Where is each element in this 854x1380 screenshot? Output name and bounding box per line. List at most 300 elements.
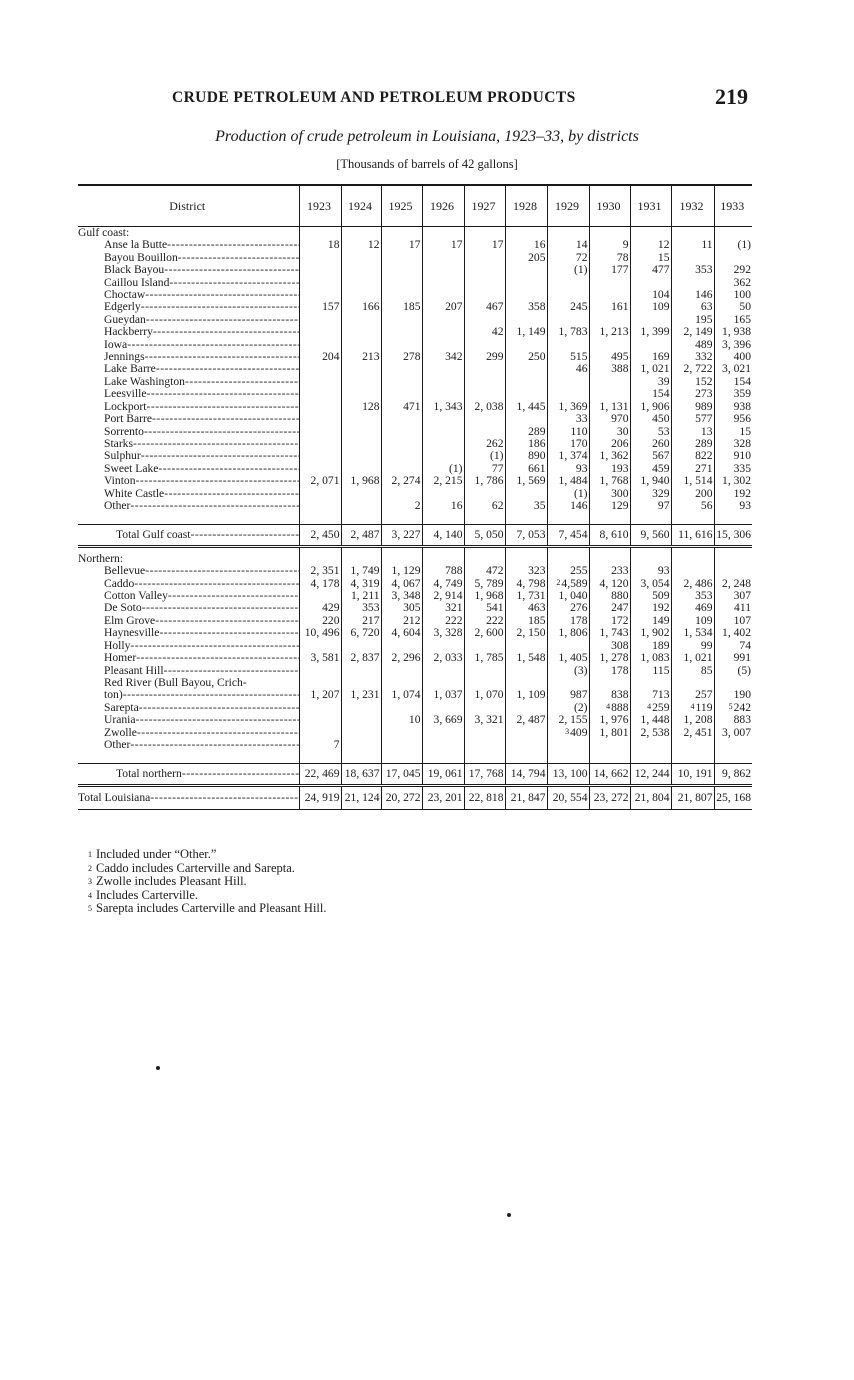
data-cell (464, 239, 505, 251)
table-row (78, 565, 752, 577)
data-cell (381, 627, 422, 639)
data-cell (714, 590, 752, 602)
row-label: Other ----- (104, 500, 130, 512)
cell-value: 10, 191 (677, 767, 713, 781)
cell-value: 109 (695, 614, 713, 627)
total-cell (589, 525, 630, 547)
data-cell (589, 388, 630, 400)
data-cell (589, 615, 630, 627)
total-cell (505, 525, 547, 547)
district-name (78, 239, 299, 251)
data-cell (464, 363, 505, 375)
data-cell (299, 615, 341, 627)
data-cell (505, 339, 547, 351)
district-name (78, 326, 299, 338)
data-cell (381, 488, 422, 500)
cell-value: 245 (570, 301, 588, 314)
page-number: 219 (715, 84, 748, 109)
cell-value: 18 (327, 239, 340, 252)
data-cell (341, 277, 381, 289)
table-row (78, 488, 752, 500)
cell-value: 1, 484 (558, 475, 588, 488)
row-label: Pleasant Hill ----- (104, 665, 164, 677)
footnote-number: 4 (88, 890, 92, 900)
data-cell (630, 351, 671, 363)
cell-value: 1, 938 (722, 326, 751, 339)
cell-value: 838 (611, 689, 629, 702)
cell-value: 1, 278 (599, 652, 629, 665)
data-cell (422, 727, 464, 739)
data-cell (589, 640, 630, 652)
total-cell (299, 525, 341, 547)
data-cell (422, 426, 464, 438)
data-cell (589, 401, 630, 413)
data-cell (547, 314, 589, 326)
empty-cell (547, 227, 589, 240)
cell-value: 8, 610 (599, 528, 629, 542)
row-label: Gueydan ----- (104, 314, 146, 326)
cell-value: 2, 722 (683, 363, 713, 376)
data-cell (422, 714, 464, 726)
cell-value: 169 (652, 351, 670, 364)
cell-value: 33 (575, 413, 588, 426)
footnote-marker: 3 (565, 726, 570, 736)
data-cell (505, 401, 547, 413)
cell-value: (2) (573, 701, 588, 714)
data-cell (381, 326, 422, 338)
data-cell (671, 665, 714, 677)
section-label (78, 553, 299, 565)
year-header: 1925 (381, 185, 422, 227)
row-label: Total Louisiana ----- (78, 792, 150, 804)
cell-value: 1, 362 (599, 450, 629, 463)
table-row (78, 401, 752, 413)
table-row (78, 239, 752, 251)
data-cell (299, 363, 341, 375)
data-cell (589, 264, 630, 276)
table-row (78, 301, 752, 313)
cell-value: 2, 538 (640, 726, 670, 739)
cell-value: 100 (733, 289, 751, 302)
data-cell (671, 388, 714, 400)
data-cell (299, 388, 341, 400)
cell-value: 1, 399 (640, 326, 670, 339)
year-header: 1924 (341, 185, 381, 227)
data-cell (299, 714, 341, 726)
cell-value: 93 (739, 499, 751, 512)
data-cell (589, 239, 630, 251)
table-row (78, 702, 752, 714)
data-cell (547, 689, 589, 701)
district-name (78, 665, 299, 677)
cell-value: 467 (486, 301, 504, 314)
total-row (78, 764, 752, 786)
data-cell (299, 339, 341, 351)
data-cell (505, 702, 547, 714)
data-cell (714, 376, 752, 388)
row-label: Northern: (78, 552, 124, 565)
cell-value: 119 (695, 701, 713, 714)
row-label: Gulf coast: (78, 226, 130, 239)
data-cell (381, 264, 422, 276)
cell-value: 362 (733, 276, 751, 289)
cell-value: 1, 534 (683, 627, 713, 640)
data-cell (422, 314, 464, 326)
data-cell (630, 252, 671, 264)
data-cell (341, 351, 381, 363)
district-name (78, 463, 299, 475)
district-name (78, 450, 299, 462)
cell-value: 6, 720 (350, 627, 380, 640)
data-cell (422, 475, 464, 487)
cell-value: 987 (570, 689, 588, 702)
empty-cell (714, 227, 752, 240)
cell-value: 4, 120 (599, 577, 629, 590)
data-cell (381, 652, 422, 664)
grand-total-cell (381, 786, 422, 810)
table-row (78, 602, 752, 614)
cell-value: 970 (611, 413, 629, 426)
row-label: Cotton Valley ----- (104, 590, 168, 602)
district-name (78, 500, 299, 512)
data-cell (381, 565, 422, 577)
data-cell (671, 500, 714, 512)
data-cell (422, 401, 464, 413)
data-cell (671, 615, 714, 627)
footnote-text: Caddo includes Carterville and Sarepta. (96, 860, 295, 875)
total-cell (299, 764, 341, 786)
cell-value: 192 (733, 487, 751, 500)
table-row (78, 426, 752, 438)
data-cell (299, 627, 341, 639)
cell-value: 3, 021 (722, 363, 751, 376)
row-label: Bellevue ----- (104, 565, 145, 577)
data-cell (341, 739, 381, 751)
data-cell (381, 438, 422, 450)
cell-value: 115 (652, 664, 670, 677)
table-title: Production of crude petroleum in Louisiana, 1923–33, by districts (215, 128, 639, 145)
cell-value: 1, 037 (433, 689, 463, 702)
grand-total-cell (341, 786, 381, 810)
cell-value: 329 (652, 487, 670, 500)
data-cell (505, 652, 547, 664)
cell-value: 289 (695, 437, 713, 450)
district-name (78, 363, 299, 375)
data-cell (547, 401, 589, 413)
cell-value: 788 (445, 565, 463, 578)
data-cell (714, 702, 752, 714)
data-cell (589, 450, 630, 462)
cell-value: 2, 600 (474, 627, 504, 640)
table-row (78, 615, 752, 627)
data-cell (547, 665, 589, 677)
data-cell (547, 615, 589, 627)
data-cell (422, 615, 464, 627)
district-name (78, 602, 299, 614)
row-label: De Soto ----- (104, 602, 142, 614)
data-cell (299, 727, 341, 739)
data-cell (671, 314, 714, 326)
district-name (78, 727, 299, 739)
data-cell (589, 475, 630, 487)
data-cell (714, 500, 752, 512)
data-cell (589, 652, 630, 664)
data-cell (299, 264, 341, 276)
cell-value: 910 (733, 450, 751, 463)
data-cell (714, 426, 752, 438)
data-cell (589, 565, 630, 577)
district-name (78, 615, 299, 627)
data-cell (589, 339, 630, 351)
data-cell (714, 301, 752, 313)
cell-value: 3, 396 (722, 338, 751, 351)
data-cell (299, 289, 341, 301)
data-cell (341, 339, 381, 351)
row-label: Caddo ----- (104, 578, 134, 590)
data-cell (299, 351, 341, 363)
empty-cell (630, 751, 671, 764)
cell-value: 185 (403, 301, 421, 314)
data-cell (299, 689, 341, 701)
row-label: Black Bayou ----- (104, 264, 164, 276)
data-cell (505, 665, 547, 677)
cell-value: 1, 129 (391, 565, 421, 578)
cell-value: 2, 296 (391, 652, 421, 665)
footnote-number: 1 (88, 850, 92, 859)
data-cell (671, 401, 714, 413)
data-cell (589, 714, 630, 726)
data-cell (299, 314, 341, 326)
cell-value: 17 (450, 239, 463, 252)
data-cell (505, 277, 547, 289)
cell-value: 822 (695, 450, 713, 463)
data-cell (547, 239, 589, 251)
cell-value: (1) (573, 487, 588, 500)
cell-value: 353 (362, 602, 380, 615)
cell-value: 2, 071 (310, 475, 340, 488)
data-cell (381, 351, 422, 363)
district-name (78, 488, 299, 500)
table-row (78, 665, 752, 677)
data-cell (299, 640, 341, 652)
data-cell (505, 463, 547, 475)
cell-value: 11 (701, 239, 713, 252)
data-cell (422, 376, 464, 388)
data-cell (671, 277, 714, 289)
data-cell (714, 289, 752, 301)
data-cell (630, 463, 671, 475)
footnote-marker: 5 (728, 701, 733, 711)
data-cell (381, 363, 422, 375)
grand-total-cell (422, 786, 464, 810)
data-cell (341, 665, 381, 677)
stray-dot-mark (156, 1066, 160, 1070)
cell-value: 104 (652, 289, 670, 302)
data-cell (630, 578, 671, 590)
cell-value: 1, 131 (599, 400, 629, 413)
empty-cell (505, 227, 547, 240)
data-cell (422, 450, 464, 462)
data-cell (630, 426, 671, 438)
district-name (78, 351, 299, 363)
footnote-marker: 2 (556, 577, 561, 587)
footnote (88, 889, 327, 903)
data-cell (714, 438, 752, 450)
cell-value: 1, 768 (599, 475, 629, 488)
cell-value: 217 (362, 614, 380, 627)
data-cell (341, 363, 381, 375)
cell-value: 195 (695, 313, 713, 326)
data-cell (630, 714, 671, 726)
data-cell (630, 602, 671, 614)
district-name (78, 252, 299, 264)
row-label: Lake Washington ----- (104, 376, 185, 388)
data-cell (341, 488, 381, 500)
data-cell (714, 602, 752, 614)
district-name (78, 388, 299, 400)
data-cell (341, 578, 381, 590)
table-row (78, 727, 752, 739)
data-cell (589, 602, 630, 614)
data-cell (589, 665, 630, 677)
data-cell (714, 488, 752, 500)
cell-value: 21, 847 (510, 791, 546, 805)
data-cell (464, 264, 505, 276)
data-cell (630, 363, 671, 375)
district-name (78, 264, 299, 276)
data-cell (505, 314, 547, 326)
data-cell (671, 727, 714, 739)
empty-cell (422, 553, 464, 565)
cell-value: 1, 940 (640, 475, 670, 488)
data-cell (630, 339, 671, 351)
cell-value: 207 (445, 301, 463, 314)
data-cell (381, 239, 422, 251)
cell-value: 1, 749 (350, 565, 380, 578)
cell-value: 178 (570, 614, 588, 627)
data-cell (671, 714, 714, 726)
data-cell (381, 640, 422, 652)
cell-value: 1, 083 (640, 652, 670, 665)
data-cell (671, 289, 714, 301)
cell-value: 2, 351 (310, 565, 340, 578)
data-cell (381, 689, 422, 701)
data-cell (714, 401, 752, 413)
data-cell (505, 500, 547, 512)
data-cell (505, 239, 547, 251)
empty-cell (671, 553, 714, 565)
data-cell (714, 450, 752, 462)
data-cell (671, 602, 714, 614)
data-cell (630, 475, 671, 487)
row-label: Other ----- (104, 739, 130, 751)
data-cell (464, 426, 505, 438)
data-cell (381, 739, 422, 751)
footnote (88, 862, 327, 876)
data-cell (589, 277, 630, 289)
district-name (78, 277, 299, 289)
data-cell (505, 727, 547, 739)
district-name (78, 627, 299, 639)
data-cell (714, 475, 752, 487)
data-cell (589, 351, 630, 363)
cell-value: 400 (733, 351, 751, 364)
row-label: Sarepta ----- (104, 702, 139, 714)
data-cell (422, 326, 464, 338)
cell-value: 271 (695, 462, 713, 475)
data-cell (671, 264, 714, 276)
footnote-number: 5 (88, 904, 92, 913)
cell-value: 15, 306 (716, 528, 751, 542)
year-header: 1926 (422, 185, 464, 227)
cell-value: 3, 348 (391, 590, 421, 603)
data-cell (547, 652, 589, 664)
year-header: 1931 (630, 185, 671, 227)
cell-value: (1) (737, 239, 751, 252)
row-label: Anse la Butte ----- (104, 239, 167, 251)
data-cell (671, 590, 714, 602)
footnote (88, 848, 327, 862)
cell-value: 1, 343 (433, 400, 463, 413)
empty-cell (547, 512, 589, 525)
empty-cell (630, 512, 671, 525)
cell-value: 2, 248 (722, 577, 751, 590)
data-cell (547, 565, 589, 577)
total-cell (714, 764, 752, 786)
data-cell (589, 500, 630, 512)
data-cell (547, 578, 589, 590)
data-cell (422, 463, 464, 475)
empty-cell (299, 553, 341, 565)
data-cell (671, 426, 714, 438)
data-cell (341, 301, 381, 313)
cell-value: 12 (657, 239, 670, 252)
cell-value: 3, 227 (391, 528, 421, 542)
data-cell (341, 438, 381, 450)
data-cell (422, 264, 464, 276)
data-cell (547, 739, 589, 751)
cell-value: 308 (611, 639, 629, 652)
data-cell (671, 702, 714, 714)
data-cell (671, 627, 714, 639)
cell-value: 1, 070 (474, 689, 504, 702)
cell-value: 1, 213 (599, 326, 629, 339)
cell-value: 477 (652, 264, 670, 277)
data-cell (341, 314, 381, 326)
data-cell (422, 627, 464, 639)
data-cell (464, 488, 505, 500)
cell-value: 4, 319 (350, 577, 380, 590)
data-cell (464, 289, 505, 301)
data-cell (505, 565, 547, 577)
cell-value: 2, 149 (683, 326, 713, 339)
data-cell (547, 627, 589, 639)
total-cell (464, 525, 505, 547)
total-label (78, 525, 299, 547)
cell-value: 4, 178 (310, 577, 340, 590)
data-cell (299, 252, 341, 264)
footnote-text: Includes Carterville. (96, 887, 199, 902)
district-name (78, 401, 299, 413)
cell-value: 39 (657, 375, 670, 388)
cell-value: 4, 798 (516, 577, 546, 590)
data-cell (341, 388, 381, 400)
data-cell (547, 714, 589, 726)
section-label (78, 227, 299, 240)
data-cell (505, 739, 547, 751)
data-cell (589, 590, 630, 602)
cell-value: (5) (737, 664, 751, 677)
